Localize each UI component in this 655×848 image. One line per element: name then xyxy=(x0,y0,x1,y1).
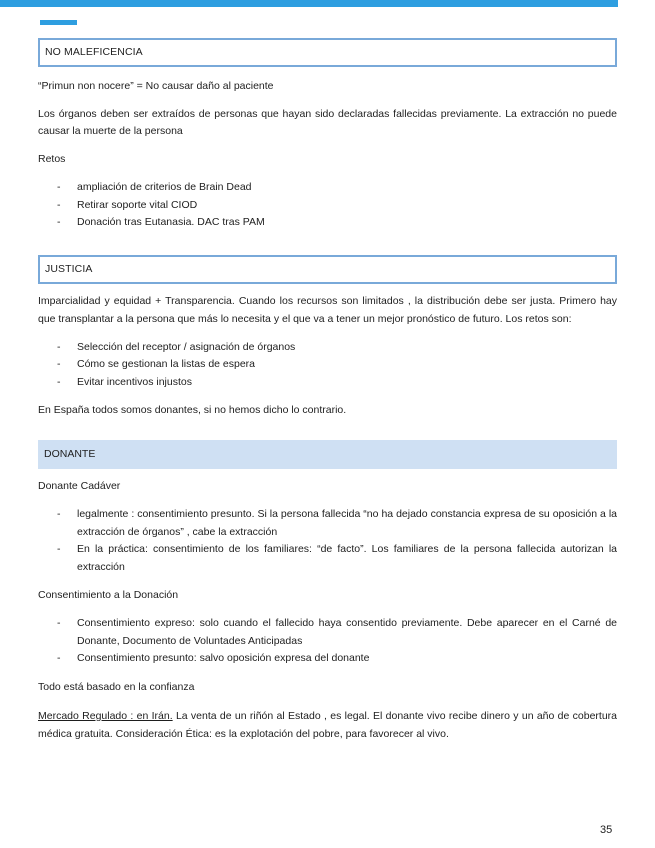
top-accent-bar xyxy=(0,0,618,7)
paragraph-confianza: Todo está basado en la confianza xyxy=(38,680,195,693)
section-heading-justicia: JUSTICIA xyxy=(38,255,617,284)
section-heading-no-maleficencia: NO MALEFICENCIA xyxy=(38,38,617,67)
list-item: - Donación tras Eutanasia. DAC tras PAM xyxy=(38,214,617,232)
paragraph-organos: Los órganos deben ser extraídos de personas que hayan sido declaradas fallecidas previamente. La extracción no puede causar la muerte de la persona xyxy=(38,108,617,137)
page-number: 35 xyxy=(600,824,613,836)
list-item: - Consentimiento presunto: salvo oposición expresa del donante xyxy=(38,650,617,668)
consentimiento-label: Consentimiento a la Donación xyxy=(38,589,179,601)
paragraph-mercado xyxy=(38,707,617,743)
paragraph-espana: En España todos somos donantes, si no hemos dicho lo contrario. xyxy=(38,404,347,416)
list-item: - legalmente : consentimiento presunto. Si la persona fallecida “no ha dejado constancia expresa de su oposición a la extracción de órganos” , cabe la extracción xyxy=(38,506,617,541)
consentimiento-list xyxy=(38,615,617,668)
retos-list xyxy=(38,179,617,232)
page-content xyxy=(38,38,617,743)
mercado-regulado-label: Mercado Regulado : en Irán. xyxy=(38,709,173,722)
list-item: - Retirar soporte vital CIOD xyxy=(38,197,617,215)
section-heading-donante: DONANTE xyxy=(38,440,617,469)
justicia-list xyxy=(38,339,617,392)
mercado-text: La venta de un riñón al Estado , es legal. El donante vivo recibe dinero y un año de cobertura médica gratuita. Consideración Ética: es la explotación del pobre, para favorecer al vivo. xyxy=(38,709,617,740)
retos-label: Retos xyxy=(38,153,66,165)
cadaver-list xyxy=(38,506,617,576)
list-item: - Cómo se gestionan la listas de espera xyxy=(38,356,617,374)
list-item: - Consentimiento expreso: solo cuando el fallecido haya consentido previamente. Debe aparecer en el Carné de Donante, Documento de Voluntades Anticipadas xyxy=(38,615,617,650)
section-accent-mark xyxy=(40,20,77,25)
list-item: - Selección del receptor / asignación de órganos xyxy=(38,339,617,357)
paragraph-primun: “Primun non nocere” = No causar daño al paciente xyxy=(38,80,274,92)
paragraph-justicia: Imparcialidad y equidad + Transparencia. Cuando los recursos son limitados , la distribución debe ser justa. Primero hay que transplantar a la persona que más lo necesita y el que va a tener un mejor pronóstico de futuro. Los retos son: xyxy=(38,294,617,325)
list-item: - En la práctica: consentimiento de los familiares: “de facto”. Los familiares de la persona fallecida autorizan la extracción xyxy=(38,541,617,576)
donante-cadaver-label: Donante Cadáver xyxy=(38,480,121,492)
list-item: - ampliación de criterios de Brain Dead xyxy=(38,179,617,197)
list-item: - Evitar incentivos injustos xyxy=(38,374,617,392)
